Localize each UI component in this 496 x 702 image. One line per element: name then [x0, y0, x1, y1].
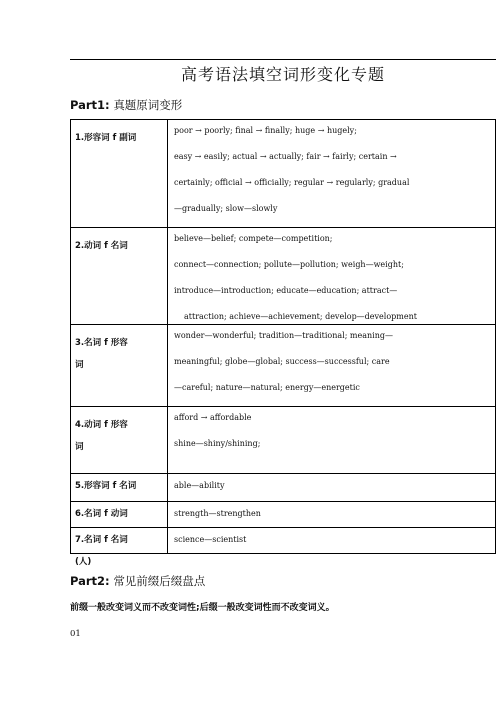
table-border [167, 228, 168, 324]
page-title: 高考语法填空词形变化专题 [180, 65, 385, 84]
table-row [70, 474, 496, 502]
example-line: —gradually; slow—slowly [174, 204, 278, 213]
example-line: shine—shiny/shining; [174, 439, 261, 448]
example-line: —careful; nature—natural; energy—energetic [174, 383, 360, 392]
example-line: easy → easily; actual → actually; fair → fairly; certain → [174, 152, 397, 161]
table-border [70, 325, 71, 406]
table-row [70, 120, 496, 228]
part2-label: Part2: [70, 574, 110, 588]
part1-text: 真题原词变形 [113, 98, 183, 112]
example-line: connect—connection; pollute—pollution; weigh—weight; [174, 260, 404, 269]
category-cell [75, 414, 128, 458]
table-row [70, 325, 496, 407]
word-form-table [70, 119, 496, 567]
category-cell [75, 127, 136, 149]
example-line: introduce—introduction; educate—education; attract— [174, 286, 398, 295]
category-label-continued: 词 [75, 442, 84, 452]
part2-heading [70, 573, 205, 589]
prefix-suffix-note: 前缀一般改变词义而不改变词性;后缀一般改变词性而不改变词义。 [70, 603, 335, 613]
table-border [70, 407, 71, 473]
example-line: afford → affordable [174, 413, 252, 422]
table-border [167, 502, 168, 527]
category-label: 1.形容词 f 副词 [75, 133, 137, 143]
table-border [167, 528, 168, 553]
example-line: strength—strengthen [174, 509, 261, 518]
table-border [70, 502, 71, 527]
example-line: wonder—wonderful; tradition—traditional; meaning— [174, 331, 394, 340]
category-cell [75, 235, 128, 257]
examples-cell [174, 405, 492, 457]
table-border [70, 120, 71, 227]
category-label-continued: 词 [75, 360, 84, 370]
category-cell [75, 332, 128, 376]
category-label: 5.形容词 f 名词 [75, 481, 137, 491]
examples-cell [174, 527, 492, 553]
category-label: 6.名词 f 动词 [75, 509, 128, 519]
example-line: poor → poorly; final → finally; huge → hugely; [174, 126, 357, 135]
examples-cell [174, 118, 492, 222]
table-border [167, 407, 168, 473]
examples-cell [174, 501, 492, 527]
category-label: 7.名词 f 名词 [75, 535, 128, 545]
category-label: 3.名词 f 形容 [75, 338, 128, 348]
table-border [167, 474, 168, 501]
category-cell [75, 529, 128, 573]
table-row [70, 528, 496, 567]
category-label: 4.动词 f 形容 [75, 420, 128, 430]
table-row [70, 502, 496, 528]
category-label: 2.动词 f 名词 [75, 241, 128, 251]
example-line: meaningful; globe—global; success—successful; care [174, 357, 390, 366]
category-cell [75, 475, 136, 497]
table-border [167, 325, 168, 406]
table-border [70, 228, 71, 324]
table-row [70, 407, 496, 474]
examples-cell [174, 323, 492, 401]
example-line: attraction; achieve—achievement; develop—development [184, 312, 417, 321]
section-number: 01 [70, 629, 81, 639]
top-rule [70, 59, 496, 60]
examples-cell [174, 473, 492, 499]
example-line: certainly; official → officially; regular → regularly; gradual [174, 178, 410, 187]
table-border [167, 120, 168, 227]
example-line: believe—belief; compete—competition; [174, 234, 333, 243]
table-border [70, 474, 71, 501]
category-cell [75, 503, 128, 525]
part2-text: 常见前缀后缀盘点 [113, 574, 206, 588]
example-line: science—scientist [174, 535, 247, 544]
table-row [70, 228, 496, 325]
category-label-continued: (人) [75, 557, 92, 567]
example-line: able—ability [174, 481, 225, 490]
table-border [70, 528, 71, 553]
part1-label: Part1: [70, 98, 110, 112]
part1-heading [70, 97, 182, 113]
examples-cell [174, 226, 492, 330]
